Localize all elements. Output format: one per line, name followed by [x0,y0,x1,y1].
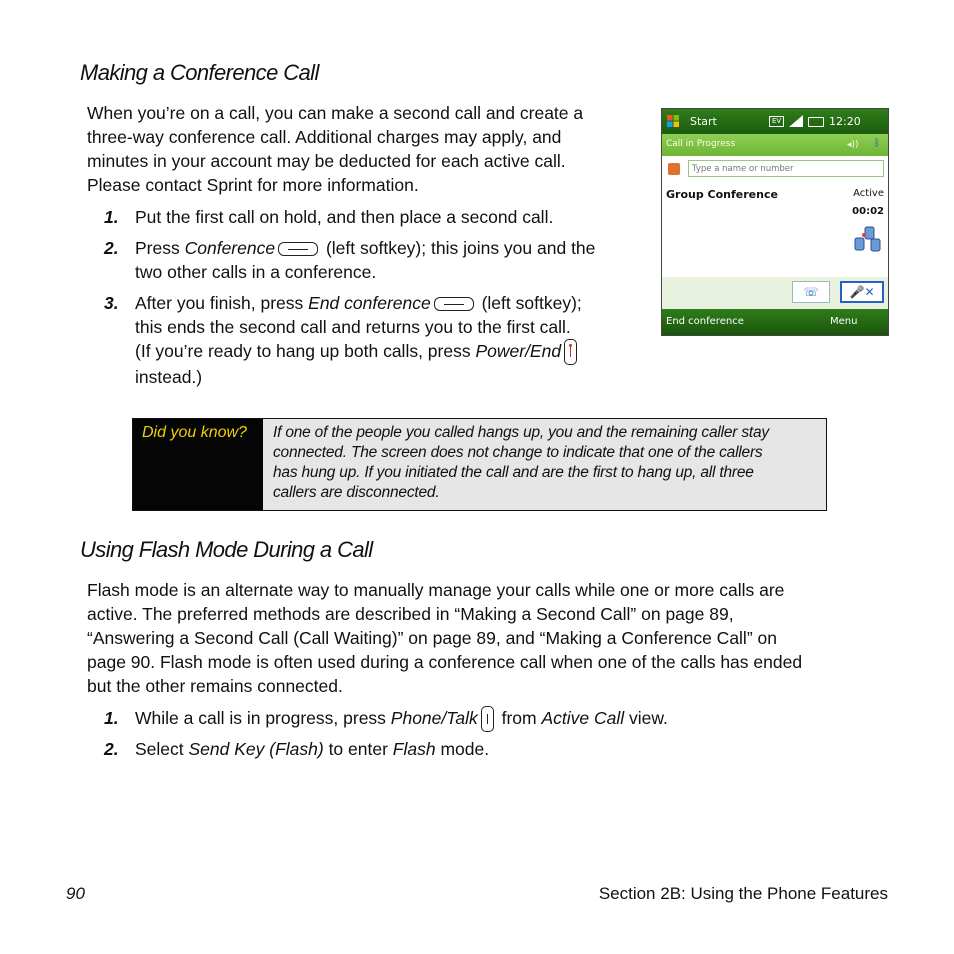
section-heading-conference: Making a Conference Call [80,60,319,85]
step-text: mode. [435,739,490,759]
tip-line: If one of the people you called hangs up, you and the remaining caller stay [273,424,769,441]
step-text: Select [135,739,189,759]
key-name: Conference [184,238,276,258]
did-you-know-title: Did you know? [142,424,247,441]
phone-title-bar [662,109,888,134]
intro-line: When you’re on a call, you can make a second call and create a [87,103,584,123]
step-text: (left softkey); [476,293,582,313]
step-number: 2. [104,238,119,258]
step-text: this ends the second call and returns you to the first call. [135,317,571,337]
step-text: view. [624,708,668,728]
tip-line: connected. The screen does not change to indicate that one of the callers [273,444,763,461]
flash-intro [87,578,802,698]
key-name: Power/End [475,341,562,361]
step-text: two other calls in a conference. [135,262,377,282]
key-name: Send Key (Flash) [188,739,324,759]
menu-softkey[interactable]: Menu [830,316,858,327]
bluetooth-icon: ᛒ [874,138,880,149]
intro-line: three-way conference call. Additional charges may apply, and [87,127,562,147]
intro-line: “Answering a Second Call (Call Waiting)” on page 89, and “Making a Conference Call” on [87,628,777,648]
step-text: (left softkey); this joins you and the [321,238,596,258]
speaker-icon: ◂)) [847,140,859,150]
call-name: Group Conference [666,188,778,201]
phone-screenshot [661,108,889,336]
phone-softkey-bar [662,309,888,335]
intro-line: page 90. Flash mode is often used during a conference call when one of the calls has ended [87,652,803,672]
step-text: to enter [323,739,393,759]
tip-line: has hung up. If you initiated the call and are the first to hang up, all three [273,464,754,481]
battery-icon [808,117,824,127]
section-footer: Section 2B: Using the Phone Features [598,884,888,903]
phone-subtitle-bar [662,134,888,156]
step-text: While a call is in progress, press [135,708,391,728]
phone-button-row [662,277,888,309]
windows-start-icon [667,115,679,127]
intro-line: Flash mode is an alternate way to manually manage your calls while one or more calls are [87,580,785,600]
step-text: from [496,708,542,728]
step-text: Press [135,238,185,258]
call-timer: 00:02 [852,206,884,217]
signal-icon [789,115,803,130]
phone-number-input[interactable]: Type a name or number [688,160,884,177]
mode-name: Flash [392,739,436,759]
step-text: instead.) [135,367,203,388]
key-name: End conference [308,293,431,313]
section-heading-flash-mode: Using Flash Mode During a Call [80,537,373,562]
start-label[interactable]: Start [690,115,717,128]
end-conference-softkey[interactable]: End conference [666,316,744,327]
intro-line: Please contact Sprint for more information. [87,175,419,195]
phone-subtitle: Call in Progress [666,139,736,149]
step-text: (If you’re ready to hang up both calls, press [135,341,476,361]
phone-entry-row [662,156,888,182]
step-number: 2. [104,739,119,759]
key-name: Phone/Talk [390,708,478,728]
tip-line: callers are disconnected. [273,484,440,501]
call-status: Active [853,188,884,199]
step-number: 1. [104,708,119,728]
left-softkey-icon [278,242,318,256]
step-text: Put the first call on hold, and then place a second call. [135,207,554,227]
hold-call-button[interactable]: ☏ [792,281,830,303]
ev-badge: EV [769,116,784,127]
power-end-key-icon [564,339,577,365]
did-you-know-label [133,419,263,510]
view-name: Active Call [541,708,625,728]
conference-intro [87,101,583,197]
conference-icon [854,226,882,254]
phone-talk-key-icon [481,706,494,732]
step-number: 3. [104,293,119,313]
phone-time: 12:20 [829,115,861,128]
page-number: 90 [66,884,85,903]
left-softkey-icon [434,297,474,311]
intro-line: minutes in your account may be deducted for each active call. [87,151,566,171]
intro-line: but the other remains connected. [87,676,343,696]
step-number: 1. [104,207,119,227]
mute-button[interactable]: 🎤✕ [840,281,884,303]
step-text: After you finish, press [135,293,309,313]
intro-line: active. The preferred methods are described in “Making a Second Call” on page 89, [87,604,734,624]
did-you-know-box [132,418,827,511]
contacts-icon[interactable] [668,163,680,175]
did-you-know-text [273,423,823,503]
